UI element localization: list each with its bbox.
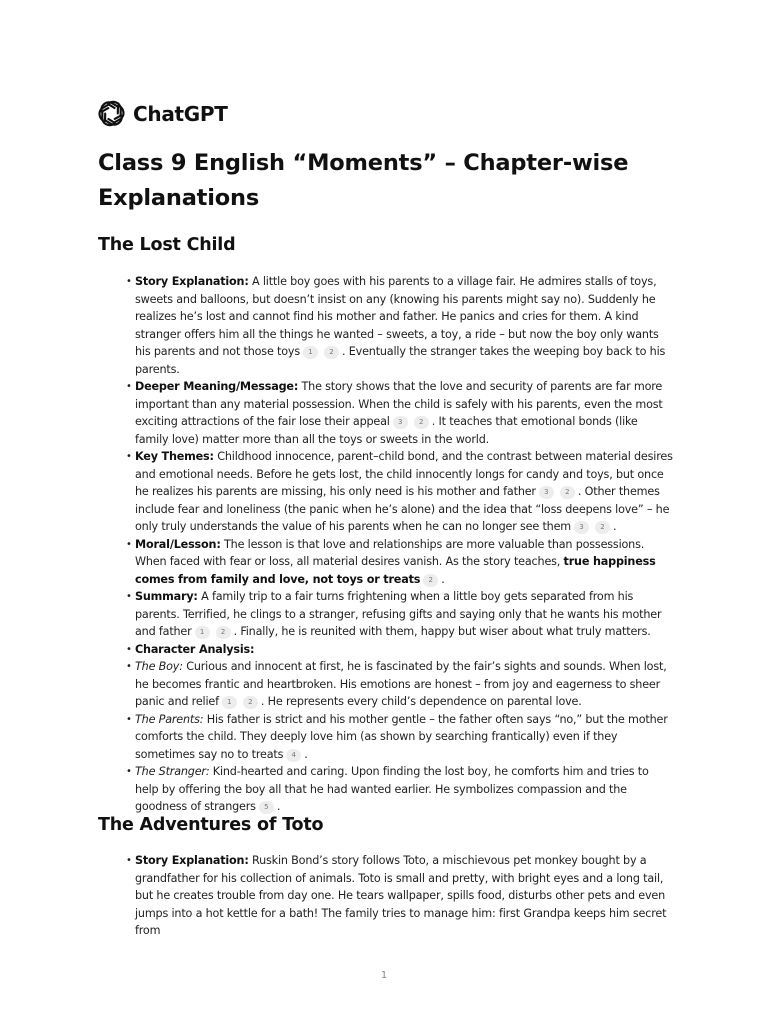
- lost-child-list: [126, 273, 674, 816]
- citation-badge[interactable]: 3: [393, 416, 408, 429]
- item-text: . Other themes include fear and loneliness (the panic when he’s alone) and the idea that “loss deepens love” – he only truly understands the value of his parents when he can no longer see them: [135, 485, 670, 533]
- section-heading-adventures-of-toto: The Adventures of Toto: [98, 815, 324, 835]
- citation-badge[interactable]: 2: [595, 521, 610, 534]
- item-text: Kind-hearted and caring. Upon finding the lost boy, he comforts him and tries to help by offering the boy all that he had wanted earlier. He symbolizes compassion and the goodness of strangers: [135, 765, 649, 813]
- item-text: .: [441, 572, 445, 586]
- item-label: The Stranger:: [135, 765, 210, 778]
- list-item: [126, 448, 674, 536]
- item-label: Character Analysis:: [135, 642, 255, 656]
- item-text: Ruskin Bond’s story follows Toto, a mischievous pet monkey bought by a grandfather for his collection of animals. Toto is small and pretty, with bright eyes and a long tail, but he creates trouble from day one. He tears wallpaper, spills food, disturbs other pets and even jumps into a hot kettle for a bath! The family tries to manage him: first Grandpa keeps him secret from: [135, 854, 667, 937]
- citation-badge[interactable]: 5: [259, 801, 274, 814]
- item-label: The Parents:: [135, 712, 204, 726]
- item-text: . It teaches that emotional bonds (like family love) matter more than all the toys or sweets in the world.: [135, 415, 638, 446]
- item-text: . He represents every child’s dependence on parental love.: [260, 695, 582, 708]
- item-text: . Finally, he is reunited with them, happy but wiser about what truly matters.: [233, 625, 651, 638]
- citation-badge[interactable]: 1: [195, 626, 210, 639]
- item-label: Story Explanation:: [135, 854, 249, 867]
- citation-badge[interactable]: 1: [222, 696, 237, 709]
- citation-badge[interactable]: 2: [560, 486, 575, 499]
- citation-badge[interactable]: 2: [243, 696, 258, 709]
- emphasis-text: true happiness comes from family and love, not toys or treats: [135, 555, 656, 586]
- citation-badge[interactable]: 3: [539, 486, 554, 499]
- citation-badge[interactable]: 3: [574, 521, 589, 534]
- item-label: Moral/Lesson:: [135, 537, 221, 551]
- item-label: Summary:: [135, 590, 198, 603]
- item-text: . Eventually the stranger takes the weeping boy back to his parents.: [135, 345, 666, 376]
- brand-name: ChatGPT: [133, 101, 228, 126]
- item-text: A family trip to a fair turns frightening when a little boy gets separated from his parents. Terrified, he clings to a stranger, refusing gifts and saying only that he wants his mother and father: [135, 590, 662, 638]
- list-item: [126, 711, 674, 764]
- citation-badge[interactable]: 2: [414, 416, 429, 429]
- list-item: [126, 763, 674, 816]
- citation-badge[interactable]: 4: [286, 749, 301, 762]
- item-text: Curious and innocent at first, he is fascinated by the fair’s sights and sounds. When lost, he becomes frantic and heartbroken. His emotions are honest – from joy and eagerness to sheer panic and relief: [135, 660, 667, 708]
- item-text: .: [304, 747, 308, 761]
- list-item: [126, 852, 674, 940]
- document-title: Class 9 English “Moments” – Chapter-wise Explanations: [98, 150, 629, 211]
- item-label: Story Explanation:: [135, 275, 249, 288]
- item-label: Key Themes:: [135, 450, 214, 463]
- item-text: A little boy goes with his parents to a village fair. He admires stalls of toys, sweets and balloons, but doesn’t insist on any (knowing his parents might say no). Suddenly he realizes he’s lost and cannot find his mother and father. He panics and cries for them. A kind stranger offers him all the things he wanted – sweets, a toy, a ride – but now the boy only wants his parents and not those toys: [135, 275, 659, 358]
- item-text: His father is strict and his mother gentle – the father often says “no,” but the mother comforts the child. They deeply love him (as shown by searching frantically) even if they sometimes say no to treats: [135, 712, 668, 761]
- citation-badge[interactable]: 2: [423, 574, 438, 587]
- list-item: [126, 273, 674, 378]
- citation-badge[interactable]: 1: [303, 346, 318, 359]
- item-text: Childhood innocence, parent–child bond, and the contrast between material desires and emotional needs. Before he gets lost, the child innocently longs for candy and toys, but once he realizes his parents are missing, his only need is his mother and father: [135, 450, 673, 498]
- section-heading-lost-child: The Lost Child: [98, 235, 236, 255]
- brand-header: [98, 100, 228, 127]
- list-item: [126, 658, 674, 711]
- item-text: .: [613, 520, 617, 533]
- list-item: [126, 641, 674, 659]
- openai-logo-icon: [98, 100, 125, 127]
- item-text: The story shows that the love and security of parents are far more important than any material possession. When the child is safely with his parents, even the most exciting attractions of the fair lose their appeal: [135, 380, 663, 428]
- item-label: Deeper Meaning/Message:: [135, 380, 299, 393]
- list-item: [126, 378, 674, 448]
- list-item: [126, 588, 674, 641]
- citation-badge[interactable]: 2: [216, 626, 231, 639]
- citation-badge[interactable]: 2: [324, 346, 339, 359]
- item-label: The Boy:: [135, 660, 183, 673]
- item-text: The lesson is that love and relationships are more valuable than possessions. When faced with fear or loss, all material desires vanish. As the story teaches,: [135, 537, 645, 568]
- page-number: 1: [380, 970, 388, 981]
- list-item: [126, 536, 674, 589]
- item-text: .: [276, 800, 281, 813]
- toto-list: [126, 852, 674, 940]
